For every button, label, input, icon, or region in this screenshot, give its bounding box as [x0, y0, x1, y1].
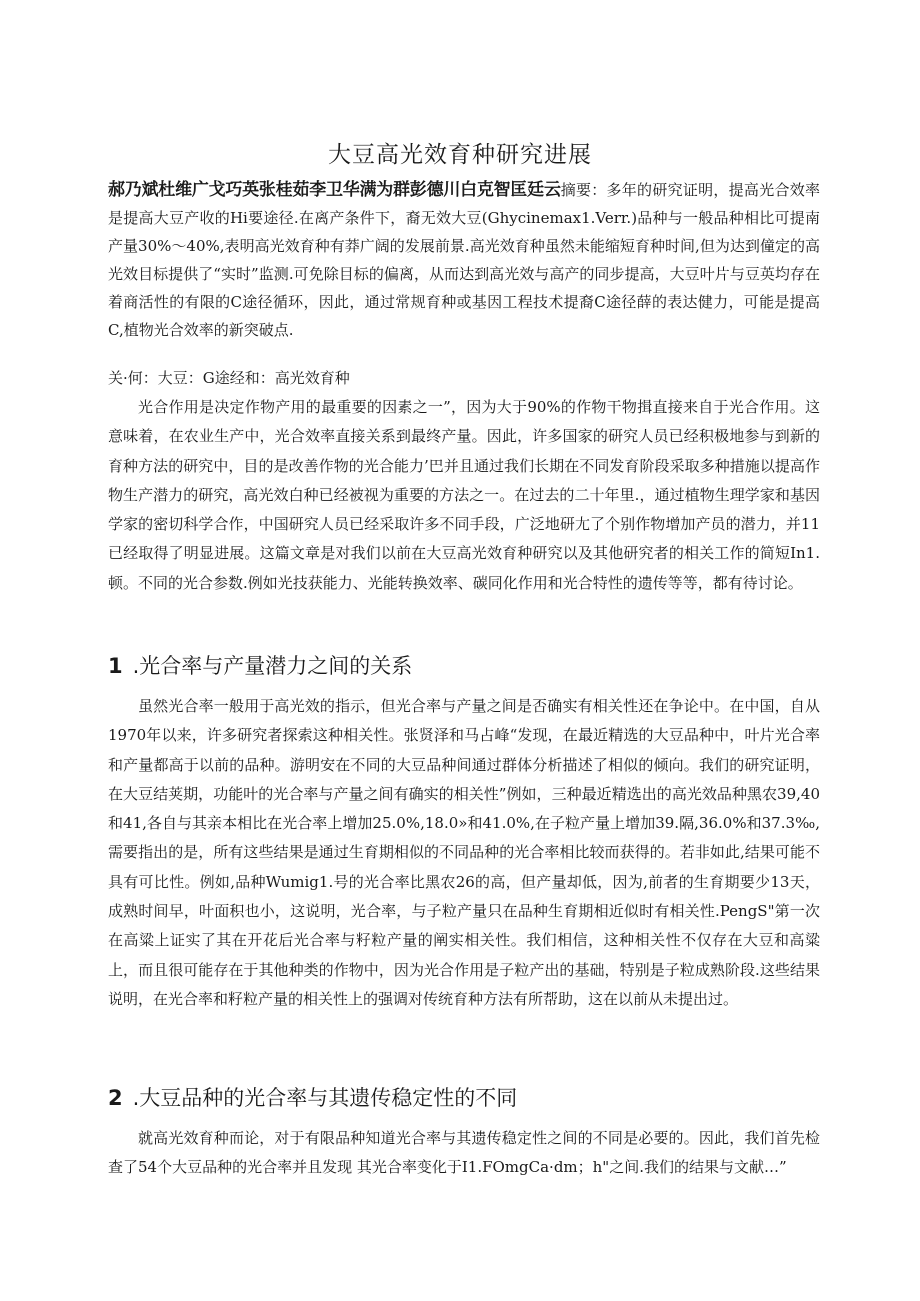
section-2-paragraph: 就高光效育种而论，对于有限品种知道光合率与其遗传稳定性之间的不同是必要的。因此，我们首先检查了54个大豆品种的光合率并且发现 其光合率变化于I1.FOmgCa·dm；h"之间.我们的结果与文献…” — [108, 1129, 820, 1177]
section-2-title: .大豆品种的光合率与其遗传稳定性的不同 — [132, 1086, 518, 1110]
paper-title: 大豆高光效育种研究进展 — [328, 142, 592, 168]
section-1-paragraph: 虽然光合率一般用于高光效的指示，但光合率与产量之间是否确实有相关性还在争论中。在中国，自从1970年以来，许多研究者探索这种相关性。张贤泽和马占峰“发现，在最近精选的大豆品种中，叶片光合率和产量都高于以前的品种。游明安在不同的大豆品种间通过群体分析描述了相似的倾向。我们的研究证明，在大豆结荚期，功能叶的光合率与产量之间有确实的相关性”例如，三种最近精选出的高光效品种黑农39,40和41,各自与其亲本相比在光合率上增加25.0%,18.0»和41.0%,在子粒产量上增加39.隔,36.0%和37.3‰,需要指出的是，所有这些结果是通过生育期相似的不同品种的光合率相比较而获得的。若非如此,结果可能不具有可比性。例如,品种Wumig1.号的光合率比黑农26的高，但产量却低，因为,前者的生育期要少13天，成熟时间早，叶面积也小，这说明，光合率，与子粒产量只在品种生育期相近似时有相关性.PengS"第一次在高粱上证实了其在开花后光合率与籽粒产量的阐实相关性。我们相信，这种相关性不仅存在大豆和高粱上，而且很可能存在于其他种类的作物中，因为光合作用是子粒产出的基础，特别是子粒成熟阶段.这些结果说明，在光合率和籽粒产量的相关性上的强调对传统育种方法有所帮助，这在以前从未提出过。 — [108, 697, 820, 1008]
keywords-line: 关·何：大豆：G途经和：高光效育种 — [108, 369, 350, 387]
authors-and-abstract — [108, 176, 820, 344]
intro-paragraph: 光合作用是决定作物产用的最重要的因素之一”，因为大于90%的作物干物揖直接来自于光合作用。这意味着，在农业生产中，光合效率直接关系到最终产量。因此，许多国家的研究人员已经积极地参与到新的育种方法的研究中，目的是改善作物的光合能力’巴并且通过我们长期在不同发育阶段采取多种措施以提高作物生产潜力的研究，高光效白种已经被视为重要的方法之一。在过去的二十年里.，通过植物生理学家和基因学家的密切科学合作，中国研究人员已经采取许多不同手段，广泛地研尢了个别作物增加产员的潜力，并11已经取得了明显进展。这篇文章是对我们以前在大豆高光效育种研究以及其他研究者的相关工作的简短In1.顿。不同的光合参数.例如光技获能力、光能转换效率、碳同化作用和光合特性的遗传等等，都有待讨论。 — [108, 398, 820, 592]
section-1-body — [108, 692, 820, 1014]
author-list: 郝乃斌杜维广戈巧英张桂茹李卫华满为群彭德川白克智匡廷云 — [108, 180, 561, 200]
section-2-heading — [108, 1083, 517, 1113]
intro-section — [108, 393, 820, 598]
section-2-body — [108, 1124, 820, 1183]
section-1-heading — [108, 651, 412, 681]
abstract-text: 摘要：多年的研究证明，提高光合效率是提高大豆产收的Hi要途径.在离产条件下，裔无效大豆(Ghycinemax1.Verr.)品种与一般品种相比可提南产量30%～40%,表明高光效育种有莽广阔的发展前景.高光效育种虽然未能缩短育种时间,但为达到僮定的高光效目标提供了“实时”监测.可免除目标的偏离，从而达到高光效与高产的同步提高，大豆叶片与豆英均存在着商活性的有限的C途径循环，因此，通过常规育种或基因工程技术提裔C途径薛的表达健力，可能是提高C,植物光合效率的新突破点. — [108, 181, 820, 339]
section-1-number: 1 — [108, 654, 123, 678]
section-2-number: 2 — [108, 1086, 123, 1110]
section-1-title: .光合率与产量潜力之间的关系 — [132, 654, 413, 678]
